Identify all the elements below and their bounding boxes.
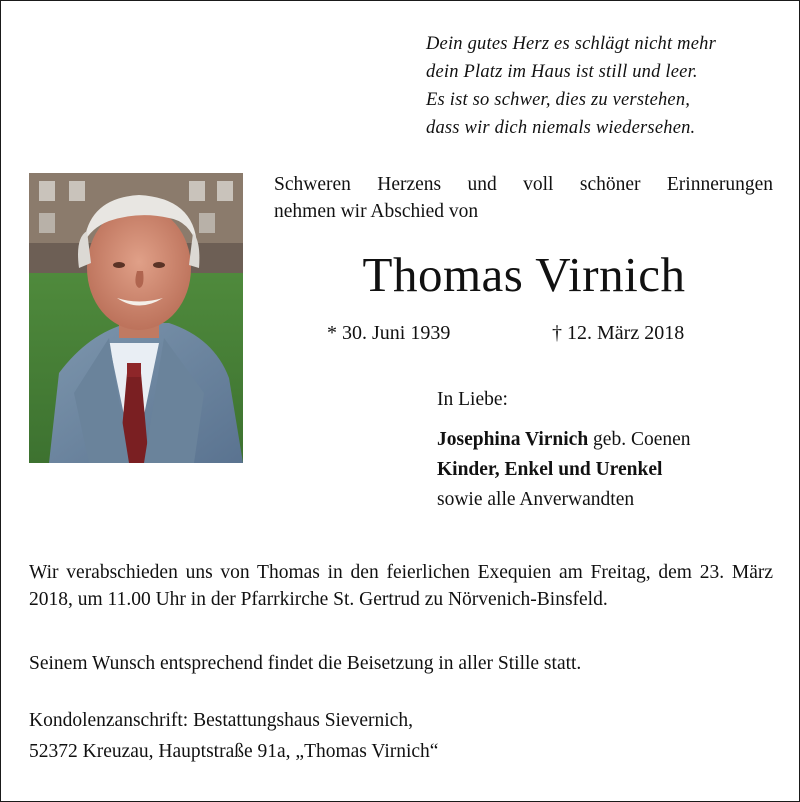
spouse-name: Josephina Virnich: [437, 429, 589, 450]
poem-line: dass wir dich niemals wiedersehen.: [426, 118, 696, 138]
birth-date: * 30. Juni 1939: [327, 322, 451, 344]
poem-line: dein Platz im Haus ist still und leer.: [426, 62, 698, 82]
intro-text: [274, 171, 774, 225]
poem-line: Dein gutes Herz es schlägt nicht mehr: [426, 34, 716, 54]
condolence-line: 52372 Kreuzau, Hauptstraße 91a, „Thomas Virnich“: [29, 741, 439, 762]
service-announcement: Wir verabschieden uns von Thomas in den feierlichen Exequien am Freitag, dem 23. März 2018, um 11.00 Uhr in der Pfarrkirche St. Gertrud zu Nörvenich-Binsfeld.: [29, 562, 773, 610]
deceased-name: Thomas Virnich: [362, 247, 686, 302]
condolence-line: Kondolenzanschrift: Bestattungshaus Sievernich,: [29, 710, 413, 731]
mourners-heading: In Liebe:: [437, 389, 508, 410]
mourners-list: [437, 425, 691, 515]
memorial-poem: [426, 30, 716, 142]
condolence-address: [29, 705, 438, 767]
burial-note: Seinem Wunsch entsprechend findet die Beisetzung in aller Stille statt.: [29, 653, 582, 674]
spouse-maiden-name: geb. Coenen: [593, 429, 691, 450]
relatives-line: sowie alle Anverwandten: [437, 489, 635, 510]
portrait-photo: [29, 173, 243, 463]
poem-line: Es ist so schwer, dies zu verstehen,: [426, 90, 691, 110]
death-date: † 12. März 2018: [552, 322, 685, 344]
descendants: Kinder, Enkel und Urenkel: [437, 459, 663, 480]
spouse-line: [437, 425, 691, 455]
intro-line: Schweren Herzens und voll schöner Erinnerungen: [274, 174, 773, 195]
descendants-line: [437, 455, 691, 485]
intro-line: nehmen wir Abschied von: [274, 201, 479, 222]
